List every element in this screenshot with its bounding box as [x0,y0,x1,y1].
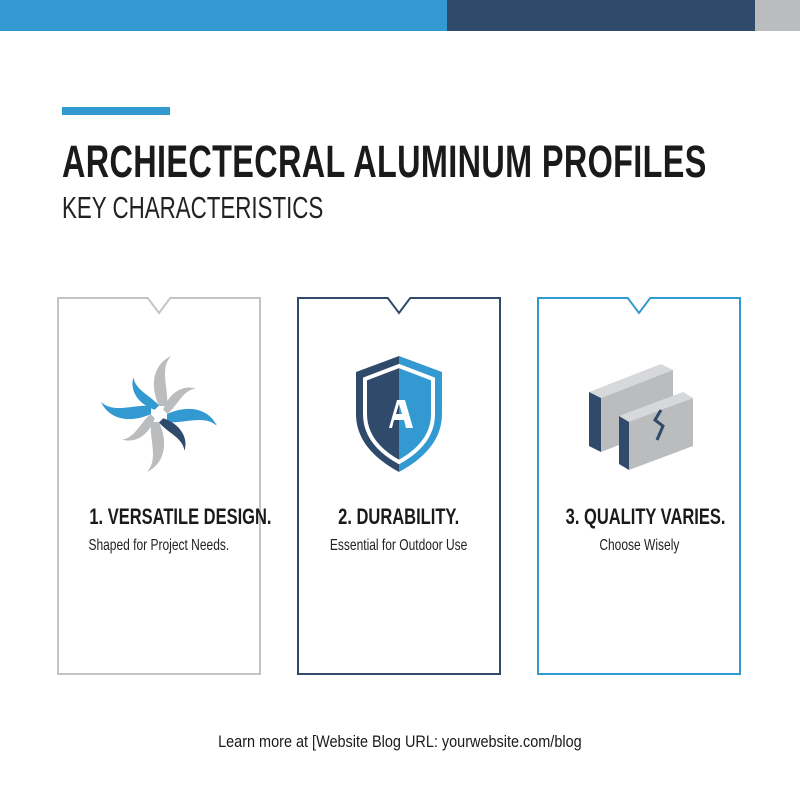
notch-icon [387,297,411,315]
card-description: Essential for Outdoor Use [330,537,468,554]
shield-icon [339,354,459,474]
notch-icon [147,297,171,315]
notch-icon [627,297,651,315]
top-bar-gray [755,0,800,31]
card-durability [297,297,501,675]
swirl-icon [99,354,219,474]
top-bar-blue [0,0,447,31]
card-title: 3. QUALITY VARIES. [565,504,726,529]
card-versatile-design [57,297,272,675]
card-description: Shaped for Project Needs. [88,537,230,554]
aluminum-profile-icon [579,354,699,474]
card-quality-varies [537,297,741,675]
page-subtitle: KEY CHARACTERISTICS [62,190,324,225]
title-accent-line [62,107,170,115]
top-bar-navy [447,0,755,31]
card-title: 1. VERSATILE DESIGN. [89,504,272,529]
card-description: Choose Wisely [598,537,680,554]
page-title: ARCHIECTECRAL ALUMINUM PROFILES [62,136,707,187]
card-title: 2. DURABILITY. [338,504,460,529]
footer-link-text: Learn more at [Website Blog URL: yourwebsite.com/blog [218,732,582,751]
